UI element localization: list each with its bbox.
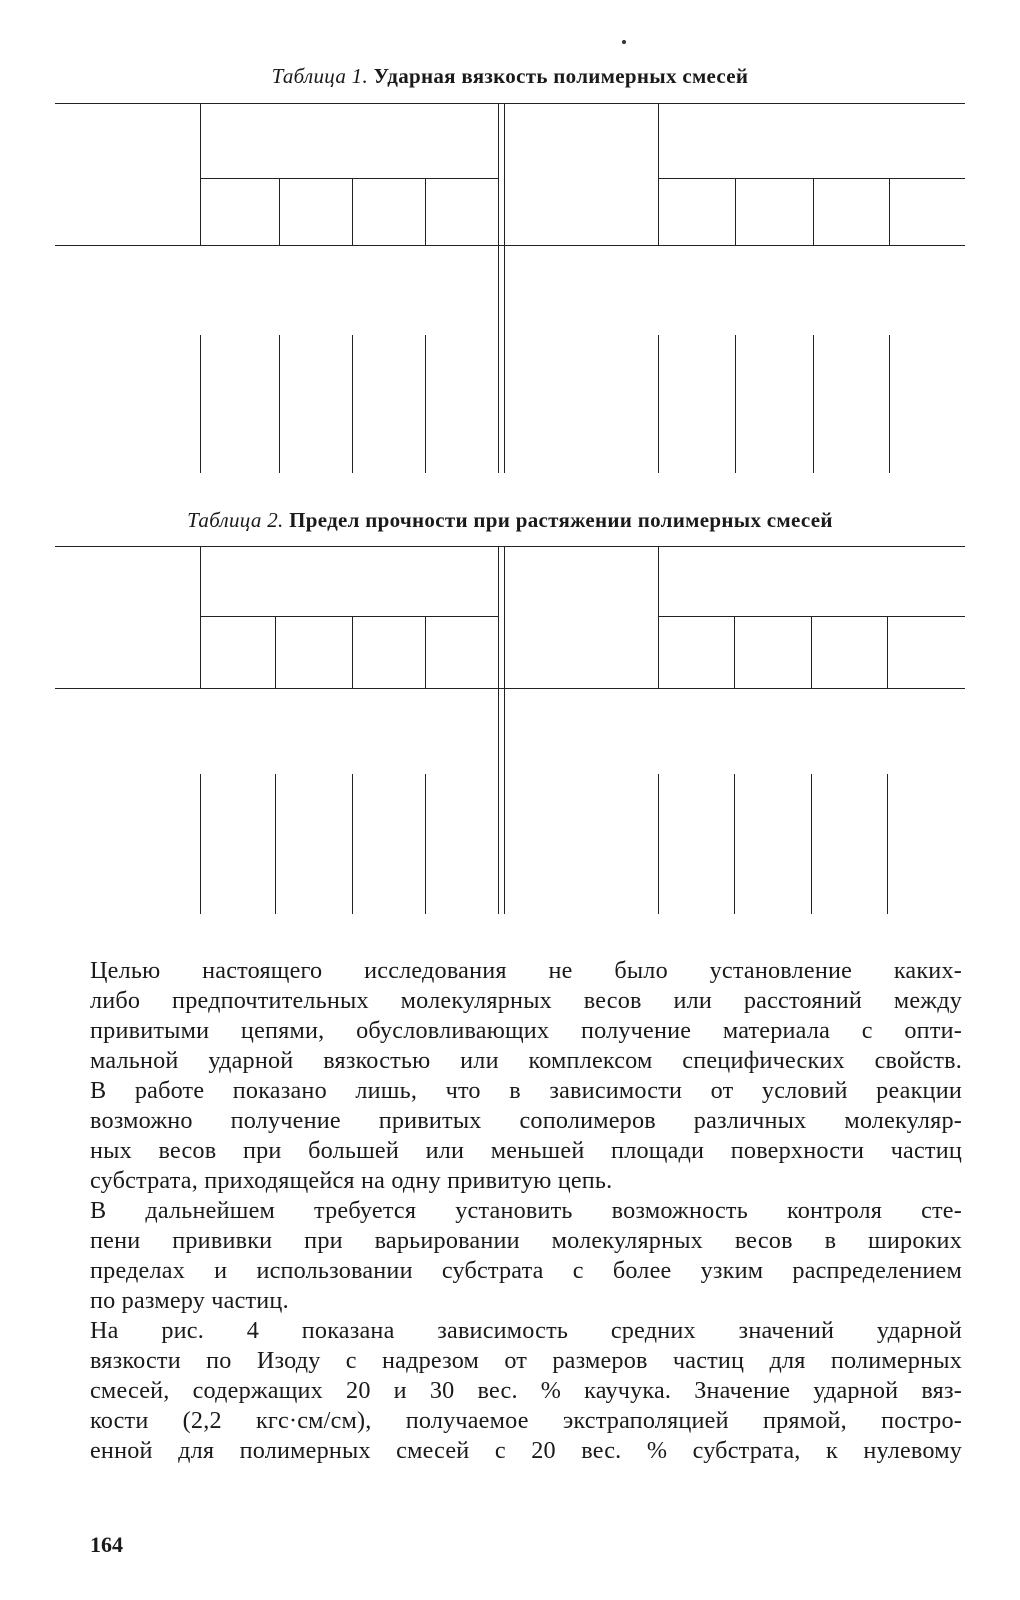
table1-vline-right-sub-0 xyxy=(735,178,736,245)
table1-caption xyxy=(0,64,1020,89)
table1-vline-left-sub-1 xyxy=(352,178,353,245)
table2-vline-left-sub-1 xyxy=(352,616,353,688)
table1-caption-title: Ударная вязкость полимерных смесей xyxy=(373,64,749,88)
body-line: енной для полимерных смесей с 20 вес. % субстрата, к нулевому xyxy=(90,1437,962,1464)
table1-group-rule-right xyxy=(658,178,965,179)
table2-body-vline-left-0 xyxy=(200,774,201,914)
table1-body-vline-left-2 xyxy=(352,335,353,473)
table2-body-vline-left-1 xyxy=(275,774,276,914)
page-number: 164 xyxy=(90,1532,123,1557)
body-line: вязкости по Изоду с надрезом от размеров частиц для полимерных xyxy=(90,1347,962,1374)
table1-vline-left-sub-0 xyxy=(279,178,280,245)
table1-caption-label: Таблица 1. xyxy=(271,64,369,88)
table2-body-vline-right-2 xyxy=(811,774,812,914)
table1-body-vline-left-3 xyxy=(425,335,426,473)
table2-vline-center-a xyxy=(498,546,499,914)
table1-body-vline-left-1 xyxy=(279,335,280,473)
table2-vline-left-sub-0 xyxy=(275,616,276,688)
body-text xyxy=(90,956,962,1466)
body-line: пределах и использовании субстрата с более узким распределением xyxy=(90,1257,962,1284)
table1-top-rule xyxy=(55,103,965,104)
body-line: мальной ударной вязкостью или комплексом специфических свойств. xyxy=(90,1047,962,1074)
print-speck xyxy=(622,40,626,44)
body-line: по размеру частиц. xyxy=(90,1287,289,1314)
table2-vline-right-stub xyxy=(658,546,659,688)
table2-caption-title: Предел прочности при растяжении полимерных смесей xyxy=(289,508,833,532)
table2-header-rule xyxy=(55,688,965,689)
table1-vline-right-sub-2 xyxy=(889,178,890,245)
table2-body-vline-right-0 xyxy=(658,774,659,914)
table2-body-vline-right-1 xyxy=(734,774,735,914)
table2-vline-left-sub-2 xyxy=(425,616,426,688)
body-line: возможно получение привитых сополимеров различных молекуляр- xyxy=(90,1107,962,1134)
table2-caption xyxy=(0,508,1020,533)
table2-vline-right-sub-0 xyxy=(734,616,735,688)
body-line: кости (2,2 кгс·см/см), получаемое экстраполяцией прямой, постро- xyxy=(90,1407,962,1434)
table1-body-vline-right-2 xyxy=(813,335,814,473)
table2-vline-right-sub-2 xyxy=(887,616,888,688)
table2-body-vline-left-2 xyxy=(352,774,353,914)
body-line: либо предпочтительных молекулярных весов или расстояний между xyxy=(90,987,962,1014)
body-line: пени прививки при варьировании молекулярных весов в широких xyxy=(90,1227,962,1254)
table1-vline-center-a xyxy=(498,103,499,473)
table2-group-rule-left xyxy=(200,616,498,617)
table2 xyxy=(55,546,965,914)
body-line: смесей, содержащих 20 и 30 вес. % каучука. Значение ударной вяз- xyxy=(90,1377,962,1404)
table1-body-vline-left-0 xyxy=(200,335,201,473)
table2-body-vline-left-3 xyxy=(425,774,426,914)
table1-vline-center-b xyxy=(504,103,505,473)
body-line: В дальнейшем требуется установить возможность контроля сте- xyxy=(90,1197,962,1224)
body-line: субстрата, приходящейся на одну привитую цепь. xyxy=(90,1167,613,1194)
table1-vline-left-sub-2 xyxy=(425,178,426,245)
table2-vline-center-b xyxy=(504,546,505,914)
table2-vline-right-sub-1 xyxy=(811,616,812,688)
table1-body-vline-right-0 xyxy=(658,335,659,473)
table2-body-vline-right-3 xyxy=(887,774,888,914)
table1-vline-right-sub-1 xyxy=(813,178,814,245)
body-line: привитыми цепями, обусловливающих получение материала с опти- xyxy=(90,1017,962,1044)
table1 xyxy=(55,103,965,473)
table2-top-rule xyxy=(55,546,965,547)
table1-vline-left-stub xyxy=(200,103,201,245)
body-line: Целью настоящего исследования не было установление каких- xyxy=(90,957,962,984)
table1-group-rule-left xyxy=(200,178,498,179)
body-line: На рис. 4 показана зависимость средних значений ударной xyxy=(90,1317,962,1344)
table2-vline-left-stub xyxy=(200,546,201,688)
body-line: ных весов при большей или меньшей площади поверхности частиц xyxy=(90,1137,962,1164)
body-line: В работе показано лишь, что в зависимости от условий реакции xyxy=(90,1077,962,1104)
table1-body-vline-right-3 xyxy=(889,335,890,473)
table1-vline-right-stub xyxy=(658,103,659,245)
table2-caption-label: Таблица 2. xyxy=(187,508,284,532)
table1-body-vline-right-1 xyxy=(735,335,736,473)
table1-header-rule xyxy=(55,245,965,246)
